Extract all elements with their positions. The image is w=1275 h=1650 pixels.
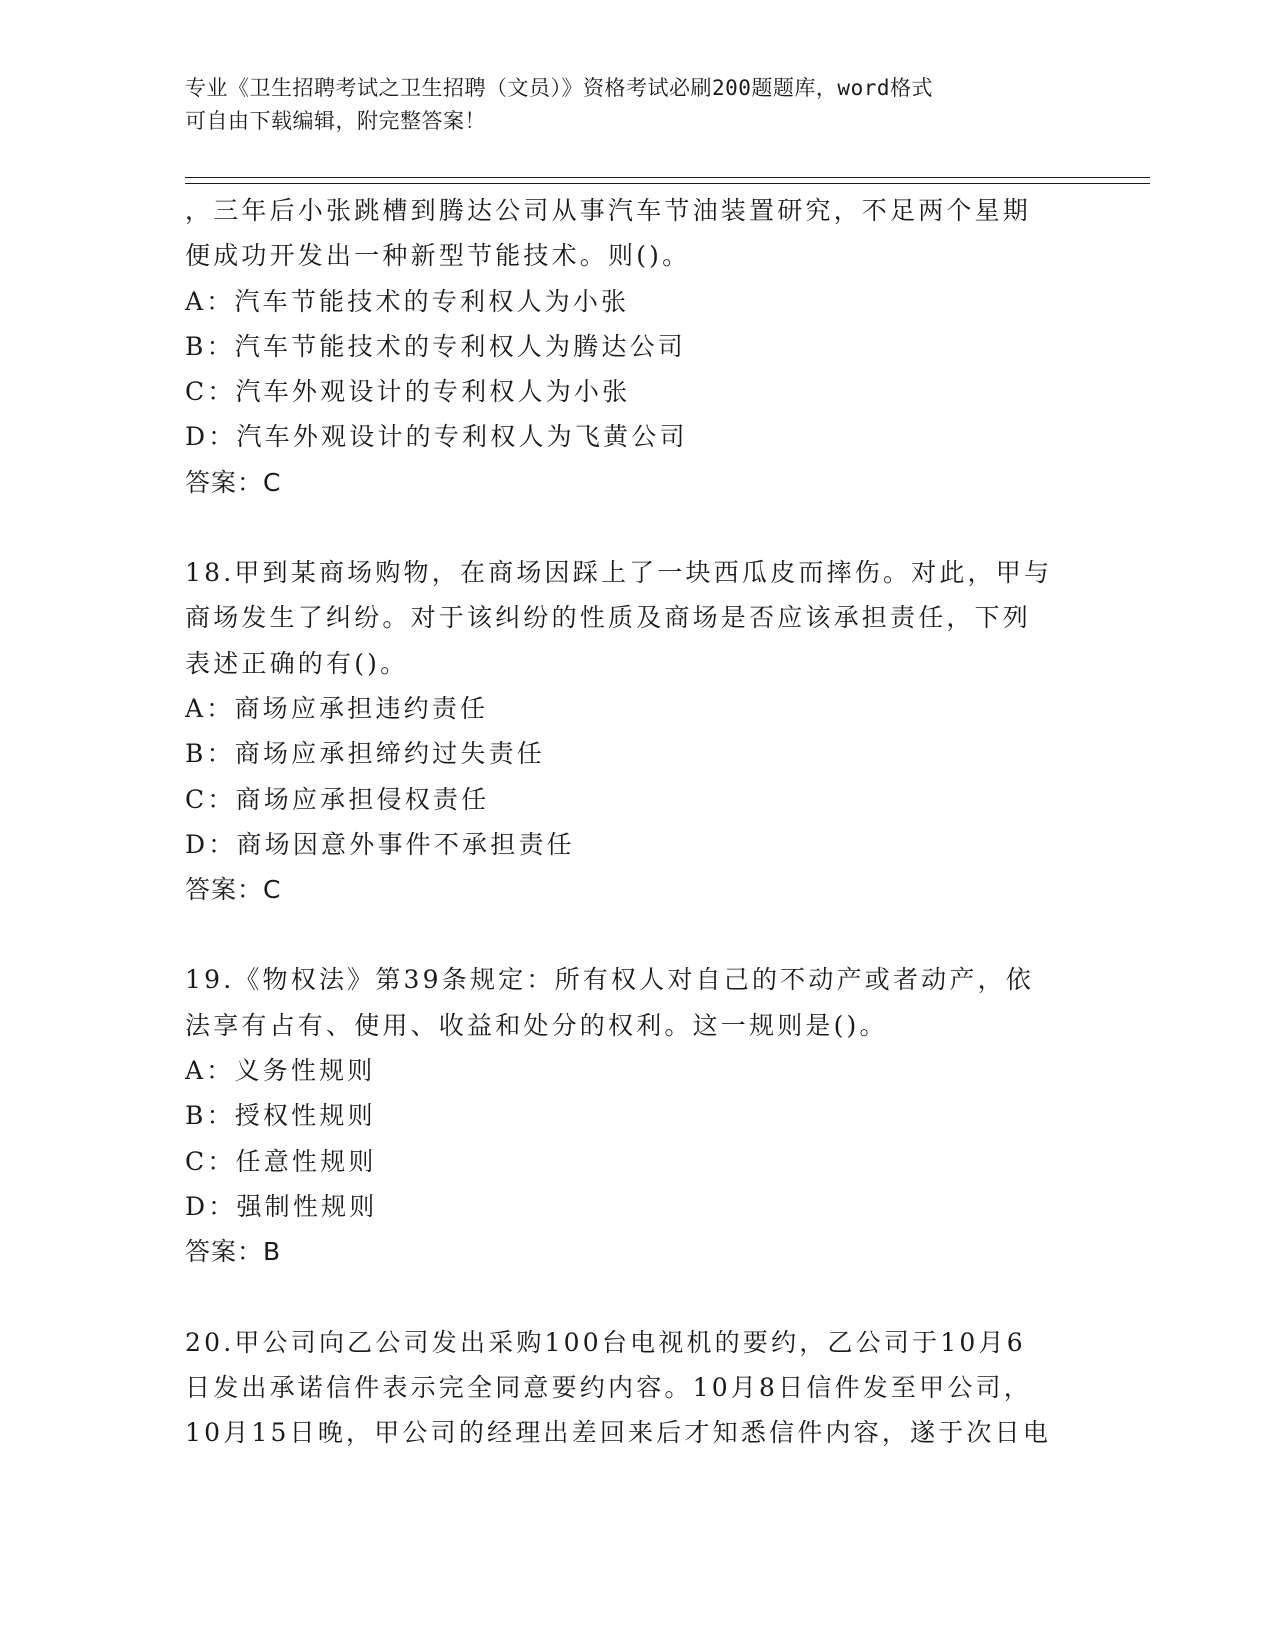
option-b: B：商场应承担缔约过失责任 bbox=[185, 739, 545, 769]
option-b: B：授权性规则 bbox=[185, 1101, 376, 1131]
answer-line: 答案：B bbox=[185, 1237, 282, 1267]
question-spacer bbox=[185, 1275, 1085, 1320]
option-d: D：商场因意外事件不承担责任 bbox=[185, 829, 575, 859]
option-c: C：任意性规则 bbox=[185, 1146, 377, 1176]
answer-line: 答案：C bbox=[185, 875, 282, 905]
question-list bbox=[185, 188, 1085, 1455]
question-20 bbox=[185, 1320, 1085, 1456]
question-stem-line: 便成功开发出一种新型节能技术。则()。 bbox=[185, 241, 691, 271]
option-c: C：汽车外观设计的专利权人为小张 bbox=[185, 377, 631, 407]
question-18 bbox=[185, 550, 1085, 912]
option-d: D：汽车外观设计的专利权人为飞黄公司 bbox=[185, 422, 688, 452]
header-divider-top bbox=[185, 177, 1150, 178]
question-19 bbox=[185, 957, 1085, 1274]
question-stem-line: 日发出承诺信件表示完全同意要约内容。10月8日信件发至甲公司， bbox=[185, 1372, 1032, 1402]
header-title-line-1: 专业《卫生招聘考试之卫生招聘（文员）》资格考试必刷200题题库，word格式 bbox=[185, 76, 933, 100]
question-stem-line: ，三年后小张跳槽到腾达公司从事汽车节油装置研究，不足两个星期 bbox=[185, 196, 1032, 225]
question-stem-line: 商场发生了纠纷。对于该纠纷的性质及商场是否应该承担责任，下列 bbox=[185, 603, 1032, 633]
question-stem-line: 19.《物权法》第39条规定：所有权人对自己的不动产或者动产，依 bbox=[185, 965, 1034, 995]
option-b: B：汽车节能技术的专利权人为腾达公司 bbox=[185, 331, 686, 361]
question-stem-line: 表述正确的有()。 bbox=[185, 648, 409, 678]
header-title-line-2: 可自由下载编辑，附完整答案！ bbox=[185, 109, 486, 133]
header-divider-bottom bbox=[185, 183, 1150, 184]
option-d: D：强制性规则 bbox=[185, 1191, 378, 1221]
document-header bbox=[185, 72, 1065, 138]
question-stem-line: 18.甲到某商场购物，在商场因踩上了一块西瓜皮而摔伤。对此，甲与 bbox=[185, 558, 1053, 588]
question-spacer bbox=[185, 912, 1085, 957]
option-a: A：商场应承担违约责任 bbox=[185, 693, 489, 723]
question-stem-line: 20.甲公司向乙公司发出采购100台电视机的要约，乙公司于10月6 bbox=[185, 1327, 1026, 1357]
question-spacer bbox=[185, 505, 1085, 550]
answer-line: 答案：C bbox=[185, 467, 282, 497]
option-a: A：汽车节能技术的专利权人为小张 bbox=[185, 286, 630, 316]
question-stem-line: 法享有占有、使用、收益和处分的权利。这一规则是()。 bbox=[185, 1010, 888, 1040]
option-a: A：义务性规则 bbox=[185, 1056, 376, 1086]
question-stem-line: 10月15日晚，甲公司的经理出差回来后才知悉信件内容，遂于次日电 bbox=[185, 1418, 1052, 1448]
option-c: C：商场应承担侵权责任 bbox=[185, 784, 490, 814]
question-17 bbox=[185, 188, 1085, 505]
